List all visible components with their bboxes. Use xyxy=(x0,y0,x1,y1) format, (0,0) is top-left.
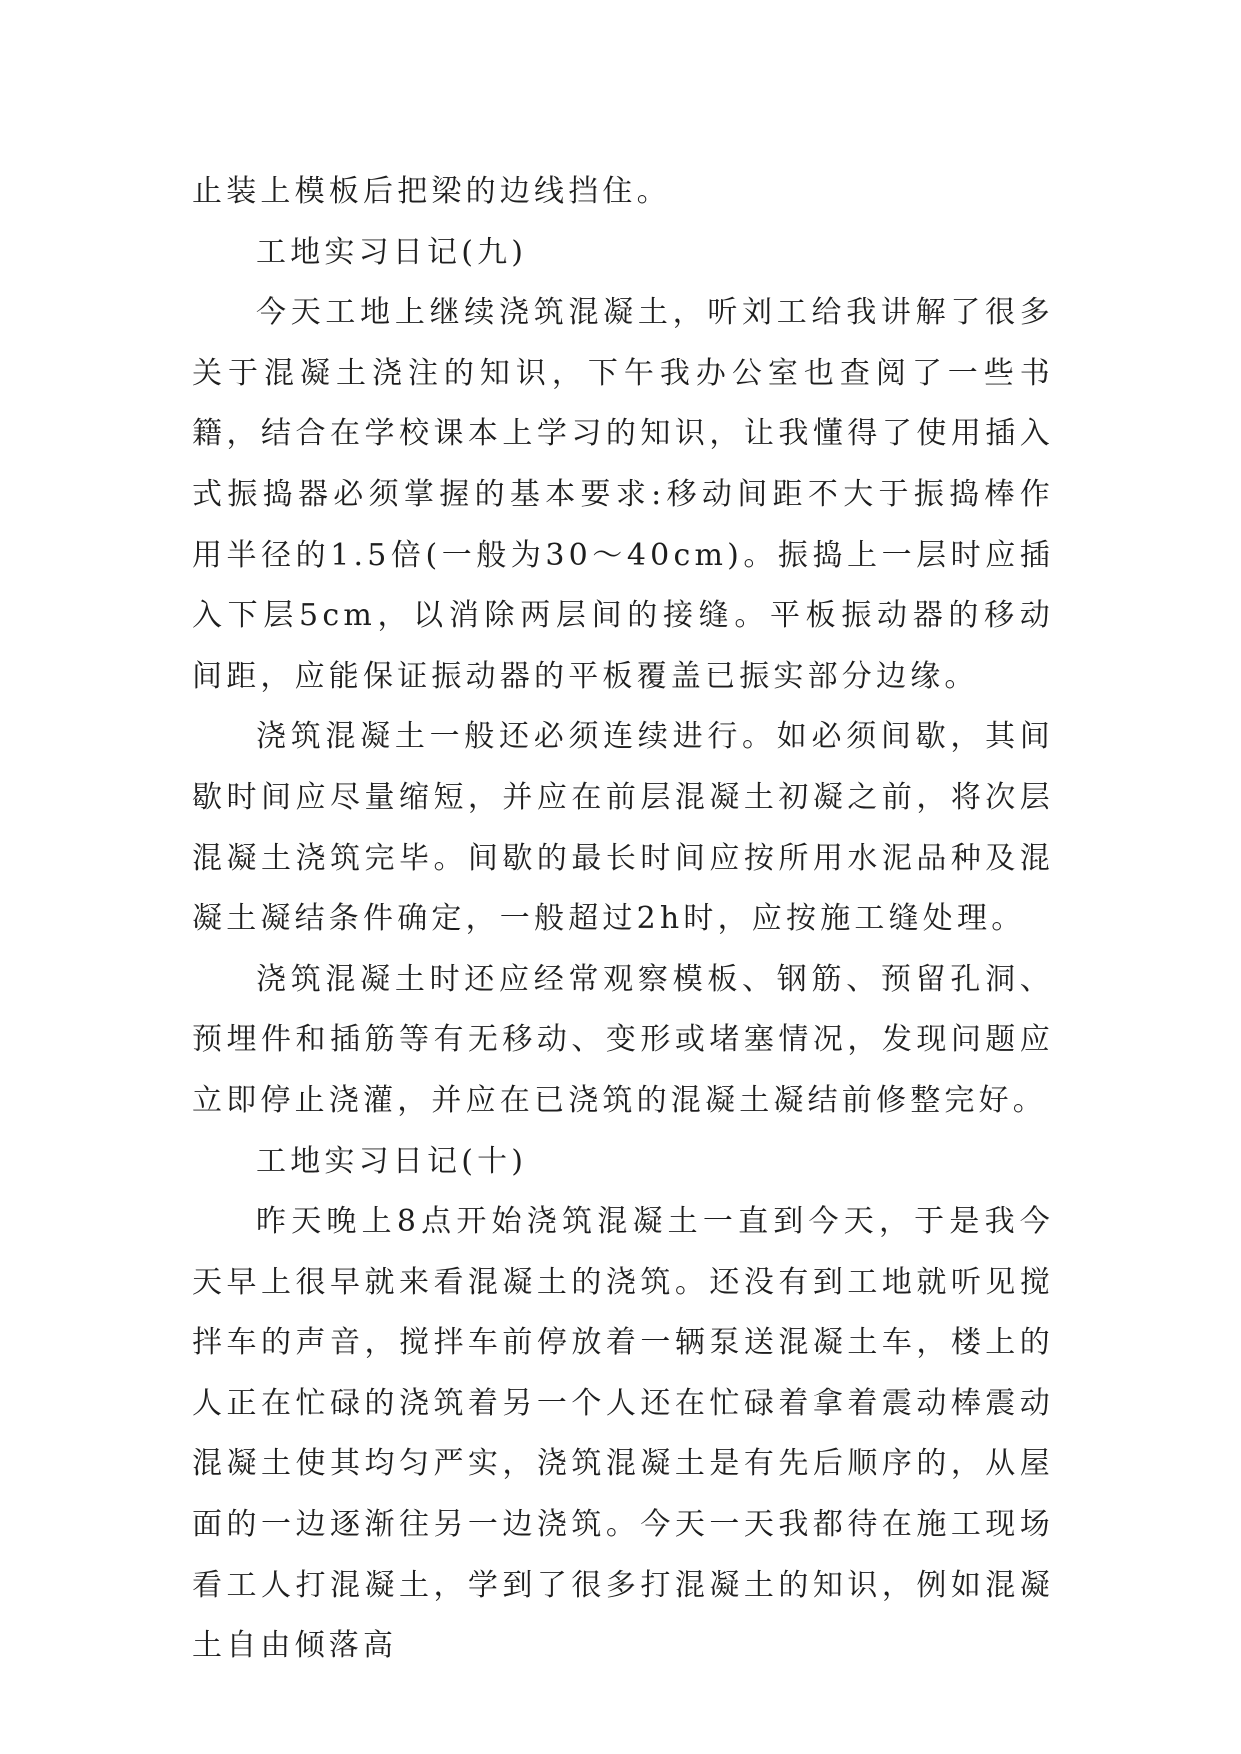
continuation-paragraph: 止装上模板后把梁的边线挡住。 xyxy=(192,174,671,209)
entry-9-paragraph-3: 浇筑混凝土时还应经常观察模板、钢筋、预留孔洞、预埋件和插筋等有无移动、变形或堵塞情况，发现问题应立即停止浇灌，并应在已浇筑的混凝土凝结前修整完好。 xyxy=(192,961,1054,1118)
entry-9-paragraph-1: 今天工地上继续浇筑混凝土，听刘工给我讲解了很多关于混凝土浇注的知识，下午我办公室也查阅了一些书籍，结合在学校课本上学习的知识，让我懂得了使用插入式振捣器必须掌握的基本要求:移动间距不大于振捣棒作用半径的1.5倍(一般为30～40cm)。振捣上一层时应插入下层5cm，以消除两层间的接缝。平板振动器的移动间距，应能保证振动器的平板覆盖已振实部分边缘。 xyxy=(192,295,1054,694)
entry-9-paragraph-2: 浇筑混凝土一般还必须连续进行。如必须间歇，其间歇时间应尽量缩短，并应在前层混凝土初凝之前，将次层混凝土浇筑完毕。间歇的最长时间应按所用水泥品种及混凝土凝结条件确定，一般超过2h时，应按施工缝处理。 xyxy=(192,719,1054,937)
entry-10-paragraph-1: 昨天晚上8点开始浇筑混凝土一直到今天，于是我今天早上很早就来看混凝土的浇筑。还没有到工地就听见搅拌车的声音，搅拌车前停放着一辆泵送混凝土车，楼上的人正在忙碌的浇筑着另一个人还在忙碌着拿着震动棒震动混凝土使其均匀严实，浇筑混凝土是有先后顺序的，从屋面的一边逐渐往另一边浇筑。今天一天我都待在施工现场看工人打混凝土，学到了很多打混凝土的知识，例如混凝土自由倾落高 xyxy=(192,1204,1054,1664)
document-body xyxy=(192,162,1054,1677)
entry-10-title: 工地实习日记(十) xyxy=(256,1143,528,1179)
entry-9-title: 工地实习日记(九) xyxy=(256,234,528,270)
